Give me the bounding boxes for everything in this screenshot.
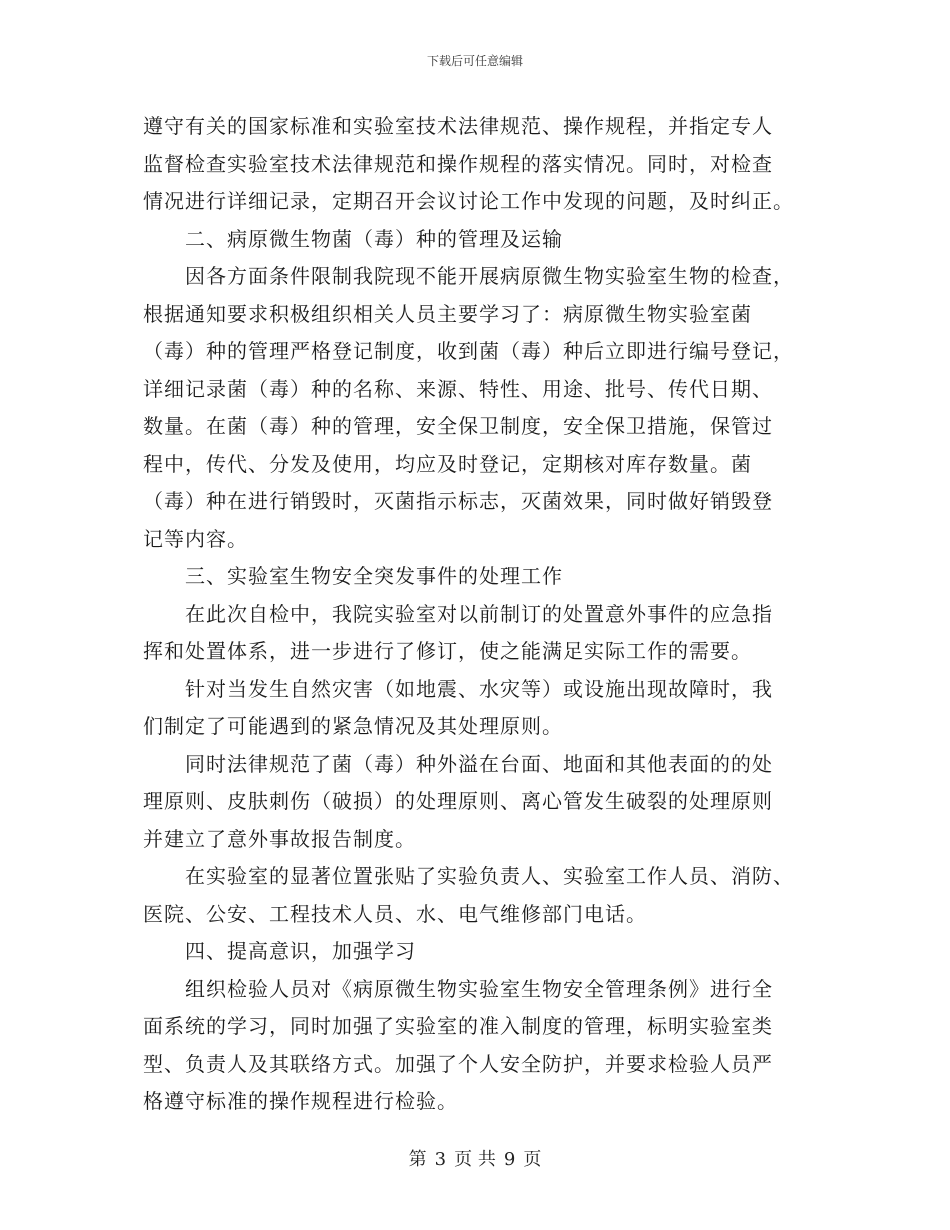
text-line: 同时法律规范了菌（毒）种外溢在台面、地面和其他表面的的处	[185, 751, 773, 776]
text-line: 监督检查实验室技术法律规范和操作规程的落实情况。同时，对检查	[143, 151, 773, 176]
text-line: 针对当发生自然灾害（如地震、水灾等）或设施出现故障时，我	[185, 676, 773, 701]
text-line: 组织检验人员对《病原微生物实验室生物安全管理条例》进行全	[185, 976, 773, 1001]
text-line: 情况进行详细记录，定期召开会议讨论工作中发现的问题，及时纠正。	[143, 189, 794, 213]
footer-total-pages: 9	[503, 1149, 516, 1170]
footer-suffix: 页	[523, 1149, 542, 1170]
document-body	[143, 108, 823, 1121]
text-line: 们制定了可能遇到的紧急情况及其处理原则。	[143, 714, 563, 738]
text-line: 详细记录菌（毒）种的名称、来源、特性、用途、批号、传代日期、	[143, 376, 773, 401]
page-header: 下载后可任意编辑	[426, 54, 523, 68]
footer-middle: 页 共	[454, 1149, 496, 1170]
text-line: 二、病原微生物菌（毒）种的管理及运输	[185, 226, 563, 251]
footer-page-number: 3	[434, 1149, 447, 1170]
text-line: 在此次自检中，我院实验室对以前制订的处置意外事件的应急指	[185, 601, 773, 626]
text-line: 四、提高意识，加强学习	[185, 939, 416, 963]
footer-prefix: 第	[408, 1149, 427, 1170]
text-line: 挥和处置体系，进一步进行了修订，使之能满足实际工作的需要。	[143, 639, 752, 663]
text-line: 根据通知要求积极组织相关人员主要学习了：病原微生物实验室菌	[143, 301, 752, 326]
text-line: 并建立了意外事故报告制度。	[143, 826, 416, 851]
text-line: 医院、公安、工程技术人员、水、电气维修部门电话。	[143, 901, 647, 926]
text-line: 记等内容。	[143, 526, 248, 551]
text-line: 理原则、皮肤刺伤（破损）的处理原则、离心管发生破裂的处理原则	[143, 789, 773, 813]
text-line: 程中，传代、分发及使用，均应及时登记，定期核对库存数量。菌	[143, 451, 752, 476]
text-line: 三、实验室生物安全突发事件的处理工作	[185, 564, 563, 588]
text-line: （毒）种在进行销毁时，灭菌指示标志，灭菌效果，同时做好销毁登	[143, 489, 773, 513]
text-line: 型、负责人及其联络方式。加强了个人安全防护，并要求检验人员严	[143, 1051, 773, 1076]
text-line: 在实验室的显著位置张贴了实验负责人、实验室工作人员、消防、	[185, 864, 794, 888]
text-line: 数量。在菌（毒）种的管理，安全保卫制度，安全保卫措施，保管过	[143, 414, 773, 438]
text-line: 因各方面条件限制我院现不能开展病原微生物实验室生物的检查，	[185, 264, 794, 288]
text-line: （毒）种的管理严格登记制度，收到菌（毒）种后立即进行编号登记，	[143, 339, 794, 363]
text-line: 面系统的学习，同时加强了实验室的准入制度的管理，标明实验室类	[143, 1014, 773, 1038]
text-line: 格遵守标准的操作规程进行检验。	[143, 1089, 458, 1113]
page-footer	[0, 1145, 950, 1171]
text-line: 遵守有关的国家标准和实验室技术法律规范、操作规程，并指定专人	[143, 114, 773, 138]
